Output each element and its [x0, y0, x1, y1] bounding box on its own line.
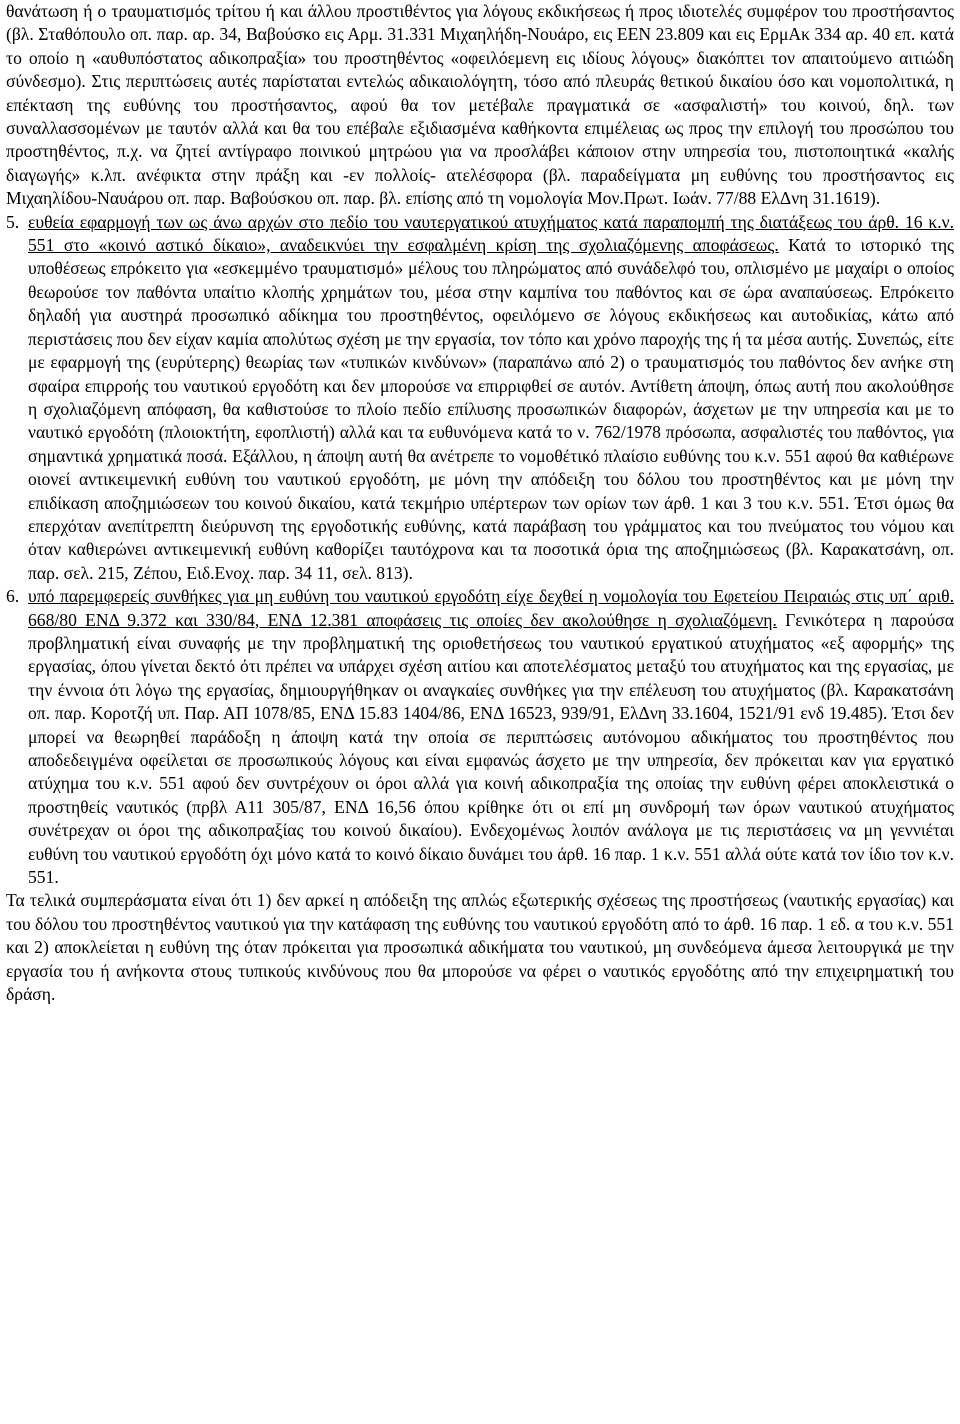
continuation-paragraph: θανάτωση ή ο τραυματισμός τρίτου ή και άλλου προστιθέντος για λόγους εκδικήσεως ή προς ιδιοτελές συμφέρον του προστήσαντος (βλ. Σταθόπουλο οπ. παρ. αρ. 34, Βαβούσκο εις Αρμ. 31.331 Μιχαηλήδη-Νουάρο, εις ΕΕΝ 23.809 και εις ΕρμΑκ 334 αρ. 40 επ. κατά το οποίο η «αυθυπόστατος αδικοπραξία» του προστηθέντος «οφειλόεμενη εις ιδίους λόγους» διακόπτει τον απαιτούμενο αιτιώδη σύνδεσμο). Στις περιπτώσεις αυτές παρίσταται εντελώς αδικαιολόγητη, τόσο από πλευράς θετικού δικαίου όσο και νομοπολιτικά, η επέκταση της ευθύνης του προστήσαντος, αφού θα τον μετέβαλε πραγματικά σε «ασφαλιστή» του κοινού, δηλ. των συναλλασσομένων με ταυτόν αλλά και θα του επέβαλε εξιδιασμένα καθήκοντα επιμέλειας ως προς την επιλογή του προσώπου του προστηθέντος, π.χ. να ζητεί αντίγραφο ποινικού μητρώου για να προσλάβει κάποιον στην υπηρεσία του, πιστοποιητικά «καλής διαγωγής» κ.λπ. ανέφικτα στην πράξη και -εν πολλοίς- ατελέσφορα (βλ. παραδείγματα μη ευθύνης του προστήσαντος εις Μιχαηλίδου-Ναυάρου οπ. παρ. Βαβούσκου οπ. παρ. βλ. επίσης από τη νομολογία Μον.Πρωτ. Ιωάν. 77/88 ΕλΔνη 31.1619).	[6, 1, 954, 209]
body-text-6: Γενικότερα η παρούσα προβληματική είναι συναφής με την προβληματική της οριοθετήσεως του ναυτικού εργατικού ατυχήματος «εξ αφορμής» της εργασίας, όπου γίνεται δεκτό ότι πρέπει να υπάρχει σχέση αιτίου και αποτελέσματος μεταξύ του ατυχήματος και της εργασίας, με την έννοια ότι λόγω της εργασίας, δημιουργήθηκαν οι αναγκαίες συνθήκες για την επέλευση του ατυχήματος (βλ. Καρακατσάνη οπ. παρ. Κοροτζή υπ. Παρ. ΑΠ 1078/85, ΕΝΔ 15.83 1404/86, ΕΝΔ 16523, 939/91, ΕλΔνη 33.1604, 1521/91 ενδ 19.485). Έτσι δεν μπορεί να θεωρηθεί παράδοξη η άποψη κατά την οποία σε περιπτώσεις αυτόνομου αδικήματος του προστηθέντος που αποδεδειγμένα οφείλεται σε προσωπικούς λόγους και είναι εμφανώς άσχετο με την υπηρεσία, δεν πρόκειται καν για εργατικό ατύχημα του κ.ν. 551 αφού δεν συντρέχουν οι όροι αλλά για κοινή αδικοπραξία της οποίας την ευθύνη φέρει αποκλειστικά ο προστηθείς ναυτικός (πρβλ Α11 305/87, ΕΝΔ 16,56 όπου κρίθηκε ότι οι επί μη συνδρομή των όρων ναυτικού ατυχήματος συνέτρεχαν οι όροι της αδικοπραξίας του κοινού δικαίου). Ενδεχομένως λοιπόν ανάλογα με τις περιστάσεις να μη γεννιέται ευθύνη του ναυτικού εργοδότη όχι μόνο κατά το κοινό δίκαιο δυνάμει του άρθ. 16 παρ. 1 κ.ν. 551 αλλά ούτε κατά τον ίδιο τον κ.ν. 551.	[28, 609, 954, 888]
list-number-6: 6.	[6, 586, 20, 607]
list-item-5	[6, 211, 954, 586]
list-body-6	[28, 585, 954, 889]
list-number-5: 5.	[6, 211, 20, 232]
list-item-6	[6, 585, 954, 889]
body-text-5: Κατά το ιστορικό της υποθέσεως επρόκειτο για «εσκεμμένο τραυματισμό» μέλους του πληρώματος από συνάδελφό του, οπλισμένο με μαχαίρι ο οποίος θεωρούσε τον παθόντα υπαίτιο κλοπής χρημάτων του, μέσα στην καμπίνα του παθόντος και σε ώρα αναπαύσεως. Επρόκειτο δηλαδή για αυστηρά προσωπικό αδίκημα του προστηθέντος, οφειλόμενο σε λόγους εκδικήσεως και αυτοδικίας, κάτω από περιστάσεις που δεν είχαν καμία απολύτως σχέση με την εργασία, τον τόπο και χρόνο παροχής της ή τα μέσα αυτής. Συνεπώς, είτε με εφαρμογή της (ευρύτερης) θεωρίας των «τυπικών κινδύνων» (παραπάνω από 2) ο τραυματισμός του παθόντος δεν ανήκε στη σφαίρα επιρροής του ναυτικού εργοδότη και δεν μπορούσε να επιρριφθεί σε αυτόν. Αντίθετη άποψη, όπως αυτή που ακολούθησε η σχολιαζόμενη απόφαση, θα καθιστούσε το πλοίο πεδίο επίλυσης προσωπικών διαφορών, άσχετων με την υπηρεσία και με το ναυτικό εργοδότη (πλοιοκτήτη, εφοπλιστή) αλλά και τα ευθυνόμενα κατά το ν. 762/1978 πρόσωπα, ασφαλιστές του παθόντος, για σημαντικά χρηματικά ποσά. Εξάλλου, η άποψη αυτή θα ανέτρεπε το νομοθέτικό πλαίσιο ευθύνης του κ.ν. 551 αφού θα καθιέρωνε οιονεί αντικειμενική ευθύνη του ναυτικού εργοδότη, με μόνη την απόδειξη του δόλου του προστηθέντος και με μόνη την επιδίκαση αποζημιώσεων του κοινού δικαίου, κατά τεκμήριο υπέρτερων των ορίων των άρθ. 1 και 3 του κ.ν. 551. Έτσι όμως θα επερχόταν ανεπίτρεπτη διεύρυνση της εργοδοτικής ευθύνης, κατά παράβαση του γράμματος και του πνεύματος του νόμου και όταν καθιερώνει αντικειμενική ευθύνη καθορίζει ταυτόχρονα και τα ποσοτικά όρια της αποζημιώσεως (βλ. Καρακατσάνη, οπ. παρ. σελ. 215, Ζέπου, Ειδ.Ενοχ. παρ. 34 11, σελ. 813).	[28, 235, 954, 583]
closing-paragraph: Τα τελικά συμπεράσματα είναι ότι 1) δεν αρκεί η απόδειξη της απλώς εξωτερικής σχέσεως της προστήσεως (ναυτικής εργασίας) και του δόλου του προστηθέντος ναυτικού για την κατάφαση της ευθύνης του ναυτικού εργοδότη από το άρθ. 16 παρ. 1 εδ. α του κ.ν. 551 και 2) αποκλείεται η ευθύνη της όταν πρόκειται για προσωπικά αδικήματα του ναυτικού, μη συνδεόμενα άμεσα λειτουργικά με την εργασία του ή ανήκοντα στους τυπικούς κινδύνους που θα μπορούσε να φέρει ο ναυτικός εργοδότης από την επιχειρηματική του δράση.	[6, 890, 954, 1005]
underlined-text-5: ευθεία εφαρμογή των ως άνω αρχών στο πεδίο του ναυτεργατικού ατυχήματος κατά παραπομπή της διατάξεως του άρθ. 16 κ.ν. 551 στο «κοινό αστικό δίκαιο», αναδεικνύει την εσφαλμένη κρίση της σχολιαζόμενης αποφάσεως.	[28, 211, 954, 256]
list-body-5	[28, 211, 954, 586]
underlined-text-6: υπό παρεμφερείς συνθήκες για μη ευθύνη του ναυτικού εργοδότη είχε δεχθεί η νομολογία του Εφετείου Πειραιώς στις υπ΄ αριθ. 668/80 ΕΝΔ 9.372 και 330/84, ΕΝΔ 12.381 αποφάσεις τις οποίες δεν ακολούθησε η σχολιαζόμενη.	[28, 586, 954, 630]
